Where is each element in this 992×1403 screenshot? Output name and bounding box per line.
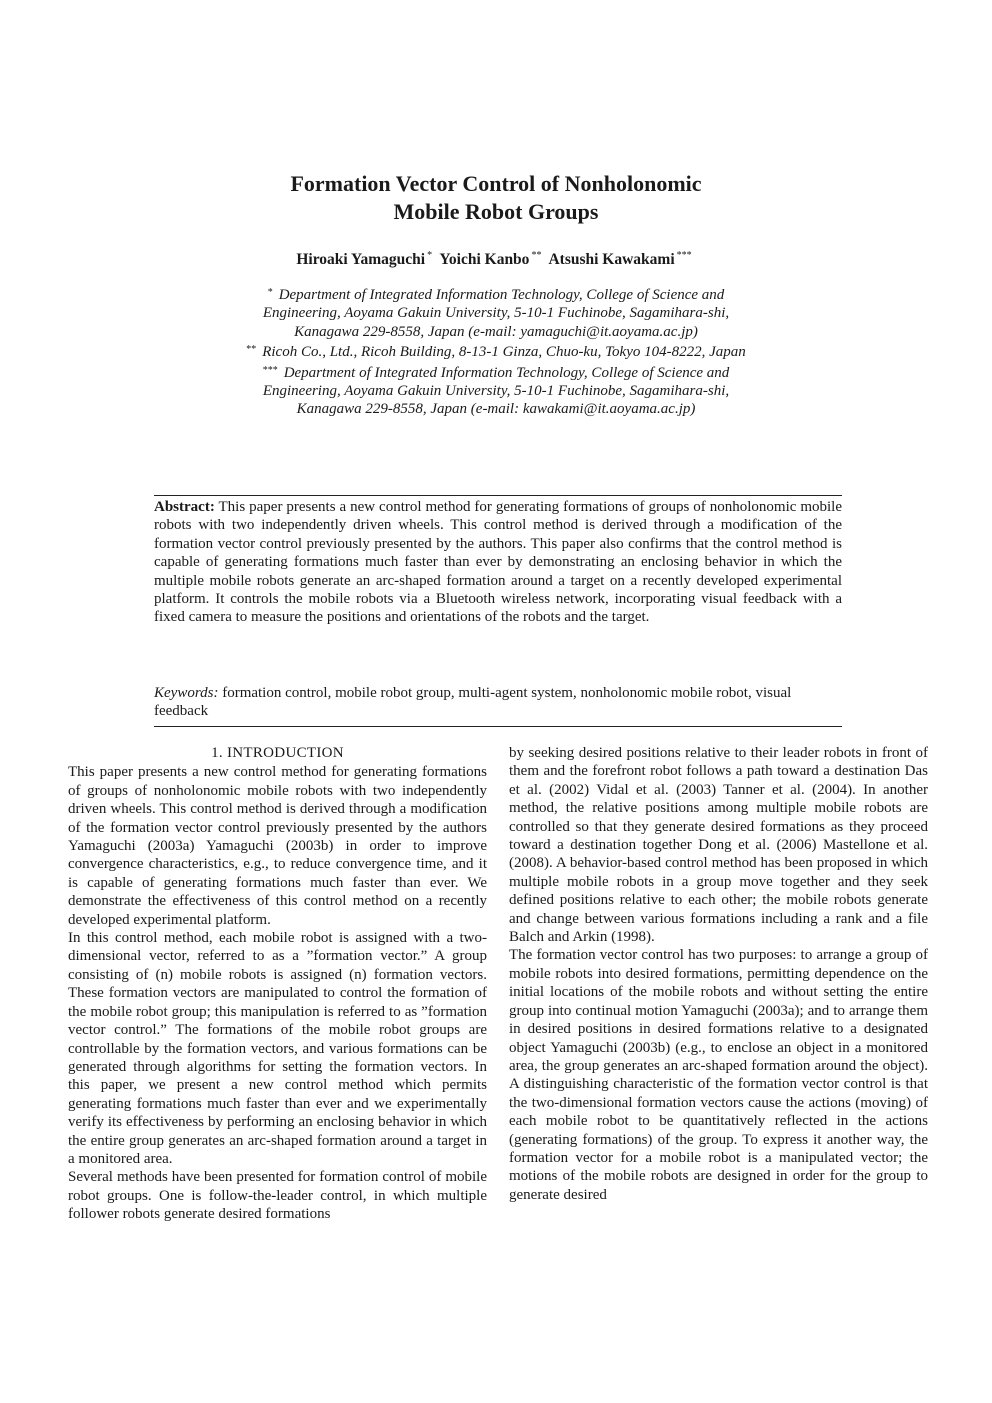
affiliation bbox=[230, 362, 762, 419]
paper-title bbox=[150, 170, 842, 226]
affiliation bbox=[230, 341, 762, 361]
affiliation-list bbox=[230, 284, 762, 419]
author-mark: *** bbox=[676, 250, 692, 261]
title-line-1: Formation Vector Control of Nonholonomic bbox=[290, 171, 702, 196]
affiliation-text: Ricoh Co., Ltd., Ricoh Building, 8-13-1 Ginza, Chuo-ku, Tokyo 104-8222, Japan bbox=[262, 344, 746, 361]
author-name: Hiroaki Yamaguchi bbox=[296, 251, 426, 268]
section-heading: 1. INTRODUCTION bbox=[211, 745, 344, 761]
affiliation bbox=[230, 284, 762, 341]
author-name: Yoichi Kanbo bbox=[439, 251, 530, 268]
author-list bbox=[150, 246, 842, 270]
affiliation-text: Department of Integrated Information Technology, College of Science and Engineering, Aoyama Gakuin University, 5-10-1 Fuchinobe, Sagamihara-shi, Kanagawa 229-8558, Japan (e-mail: yamaguchi@it.aoyama.ac.jp) bbox=[262, 287, 730, 340]
author-mark: * bbox=[427, 250, 433, 261]
affiliation-mark: *** bbox=[262, 364, 278, 376]
body-paragraph: In this control method, each mobile robot is assigned with a two-dimensional vector, referred to as a ”formation vector.” A group consisting of (n) mobile robots is assigned (n) formation vectors. These formation vectors are manipulated to control the formation of the mobile robot group; this manipulation is referred to as ”formation vector control.” The formations of the mobile robot groups are controllable by the formation vectors, and various formations can be generated through algorithms for setting the formation vectors. In this paper, we present a new control method which permits generating formations much faster than ever and we experimentally verify its effectiveness by performing an enclosing behavior in which the entire group generates an arc-shaped formation around a target in a monitored area. bbox=[68, 930, 487, 1167]
abstract-text: This paper presents a new control method for generating formations of groups of nonholonomic mobile robots with two independently driven wheels. This control method is derived through a modification of the formation vector control previously presented by the authors. This paper also confirms that the control method is capable of generating formations much faster than ever by demonstrating an enclosing behavior in which the multiple mobile robots generate an arc-shaped formation around a target on a recently developed experimental platform. It controls the mobile robots via a Bluetooth wireless network, incorporating visual feedback with a fixed camera to measure the positions and orientations of the robots and the target. bbox=[154, 499, 842, 626]
affiliation-text: Department of Integrated Information Technology, College of Science and Engineering, Aoyama Gakuin University, 5-10-1 Fuchinobe, Sagamihara-shi, Kanagawa 229-8558, Japan (e-mail: kawakami@it.aoyama.ac.jp) bbox=[262, 364, 730, 418]
body-paragraph: The formation vector control has two purposes: to arrange a group of mobile robots into desired formations, permitting dependence on the initial locations of the mobile robots and without setting the entire group into continual motion Yamaguchi (2003a); and to arrange them in desired positions in desired formations relative to a designated object Yamaguchi (2003b) (e.g., to enclose an object in a monitored area, the group generates an arc-shaped formation around the object). A distinguishing characteristic of the formation vector control is that the two-dimensional formation vectors cause the actions (moving) of each mobile robot to be quantitatively reflected in the actions (generating formations) of the group. To express it another way, the formation vector for a mobile robot is a manipulated vector; the motions of the mobile robots are designed in order for the group to generate desired bbox=[509, 947, 928, 1203]
title-line-2: Mobile Robot Groups bbox=[393, 199, 599, 224]
body-paragraph: This paper presents a new control method for generating formations of groups of nonholonomic mobile robots with two independently driven wheels. This control method is derived through a modification of the formation vector control previously presented by the authors Yamaguchi (2003a) Yamaguchi (2003b) in order to improve convergence characteristics, e.g., to reduce convergence time, and it is capable of generating formations much faster than ever. We demonstrate the effectiveness of this control method on a recently developed experimental platform. bbox=[68, 764, 487, 928]
body-paragraph: Several methods have been presented for formation control of mobile robot groups. One is follow-the-leader control, in which multiple follower robots generate desired formations bbox=[68, 1169, 487, 1223]
body-paragraph: by seeking desired positions relative to their leader robots in front of them and the forefront robot follows a path toward a destination Das et al. (2002) Vidal et al. (2003) Tanner et al. (2004). In another method, the relative positions among multiple mobile robots are controlled so that they generate desired formations as they proceed toward a destination together Dong et al. (2006) Mastellone et al. (2008). A behavior-based control method has been proposed in which multiple mobile robots in a group move together and they seek defined positions relative to each other; the mobile robots generate and change between various formations including a rank and a file Balch and Arkin (1998). bbox=[509, 745, 928, 946]
affiliation-mark: * bbox=[267, 287, 273, 298]
affiliation-mark: ** bbox=[246, 344, 257, 356]
author-mark: ** bbox=[531, 250, 542, 261]
keywords-text: formation control, mobile robot group, multi-agent system, nonholonomic mobile robot, visual feedback bbox=[154, 685, 792, 720]
author-name: Atsushi Kawakami bbox=[548, 251, 675, 268]
keywords bbox=[154, 684, 842, 727]
right-column bbox=[509, 744, 928, 1204]
keywords-label: Keywords: bbox=[154, 685, 219, 701]
left-column bbox=[68, 744, 487, 1224]
abstract bbox=[154, 495, 842, 627]
abstract-label: Abstract: bbox=[154, 499, 215, 515]
